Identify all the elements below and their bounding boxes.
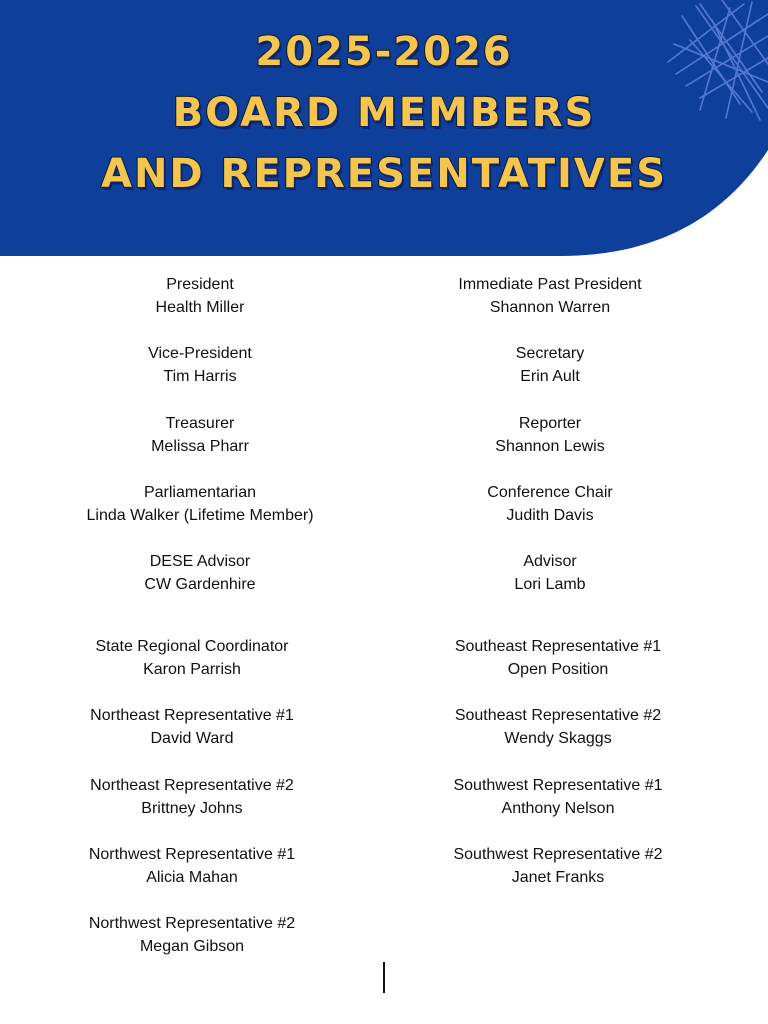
- rep-role: Southwest Representative #2: [453, 846, 663, 863]
- officer-entry: [390, 412, 710, 458]
- rep-entry: [398, 774, 718, 820]
- officer-role: Advisor: [523, 553, 577, 570]
- rep-entry: [32, 843, 352, 889]
- officer-name: Shannon Lewis: [495, 438, 605, 455]
- officer-entry: [40, 342, 360, 388]
- header-banner: [0, 0, 768, 256]
- officer-entry: [40, 550, 360, 596]
- rep-name: Karon Parrish: [143, 661, 241, 678]
- officer-role: Vice-President: [148, 345, 252, 362]
- title-line-board: BOARD MEMBERS: [172, 90, 596, 136]
- rep-role: Northwest Representative #1: [88, 846, 296, 863]
- officer-name: Lori Lamb: [514, 576, 586, 593]
- rep-entry: [32, 704, 352, 750]
- officer-role: Secretary: [515, 345, 585, 362]
- officer-name: Linda Walker (Lifetime Member): [86, 507, 314, 524]
- title-line-reps: AND REPRESENTATIVES: [100, 151, 668, 197]
- officer-name: Shannon Warren: [489, 299, 611, 316]
- rep-name: Open Position: [507, 661, 609, 678]
- officer-name: Health Miller: [155, 299, 245, 316]
- rep-name: David Ward: [150, 730, 234, 747]
- officer-entry: [40, 481, 360, 527]
- reps-right-column: [398, 635, 718, 895]
- rep-entry: [32, 774, 352, 820]
- rep-role: Northwest Representative #2: [88, 915, 296, 932]
- officer-entry: [390, 273, 710, 319]
- rep-role: Southeast Representative #2: [454, 707, 662, 724]
- officer-role: President: [166, 276, 234, 293]
- officer-entry: [40, 273, 360, 319]
- officer-name: Tim Harris: [163, 368, 237, 385]
- rep-name: Brittney Johns: [141, 800, 243, 817]
- officer-entry: [390, 342, 710, 388]
- officer-entry: [40, 412, 360, 458]
- rep-name: Megan Gibson: [139, 938, 245, 955]
- officer-name: Judith Davis: [506, 507, 594, 524]
- officer-entry: [390, 550, 710, 596]
- rep-name: Wendy Skaggs: [504, 730, 612, 747]
- officer-role: DESE Advisor: [149, 553, 251, 570]
- officer-name: Erin Ault: [520, 368, 580, 385]
- rep-name: Janet Franks: [511, 869, 605, 886]
- officer-role: Treasurer: [165, 415, 235, 432]
- officer-role: Reporter: [518, 415, 582, 432]
- text-cursor-divider: [383, 962, 385, 993]
- officer-role: Immediate Past President: [458, 276, 642, 293]
- officer-role: Conference Chair: [487, 484, 613, 501]
- page-title: [0, 22, 768, 205]
- rep-entry: [32, 635, 352, 681]
- officer-role: Parliamentarian: [143, 484, 257, 501]
- title-line-years: 2025-2026: [255, 29, 513, 75]
- officers-left-column: [40, 273, 360, 593]
- rep-role: Southeast Representative #1: [454, 638, 662, 655]
- officers-right-column: [390, 273, 710, 593]
- officer-name: CW Gardenhire: [144, 576, 256, 593]
- rep-name: Anthony Nelson: [501, 800, 615, 817]
- rep-entry: [398, 704, 718, 750]
- rep-entry: [398, 843, 718, 889]
- rep-entry: [32, 912, 352, 958]
- officer-name: Melissa Pharr: [151, 438, 249, 455]
- rep-role: State Regional Coordinator: [95, 638, 289, 655]
- officer-entry: [390, 481, 710, 527]
- rep-role: Southwest Representative #1: [453, 777, 663, 794]
- rep-role: Northeast Representative #1: [90, 707, 294, 724]
- rep-entry: [398, 635, 718, 681]
- rep-role: Northeast Representative #2: [90, 777, 294, 794]
- rep-name: Alicia Mahan: [146, 869, 238, 886]
- reps-left-column: [32, 635, 352, 960]
